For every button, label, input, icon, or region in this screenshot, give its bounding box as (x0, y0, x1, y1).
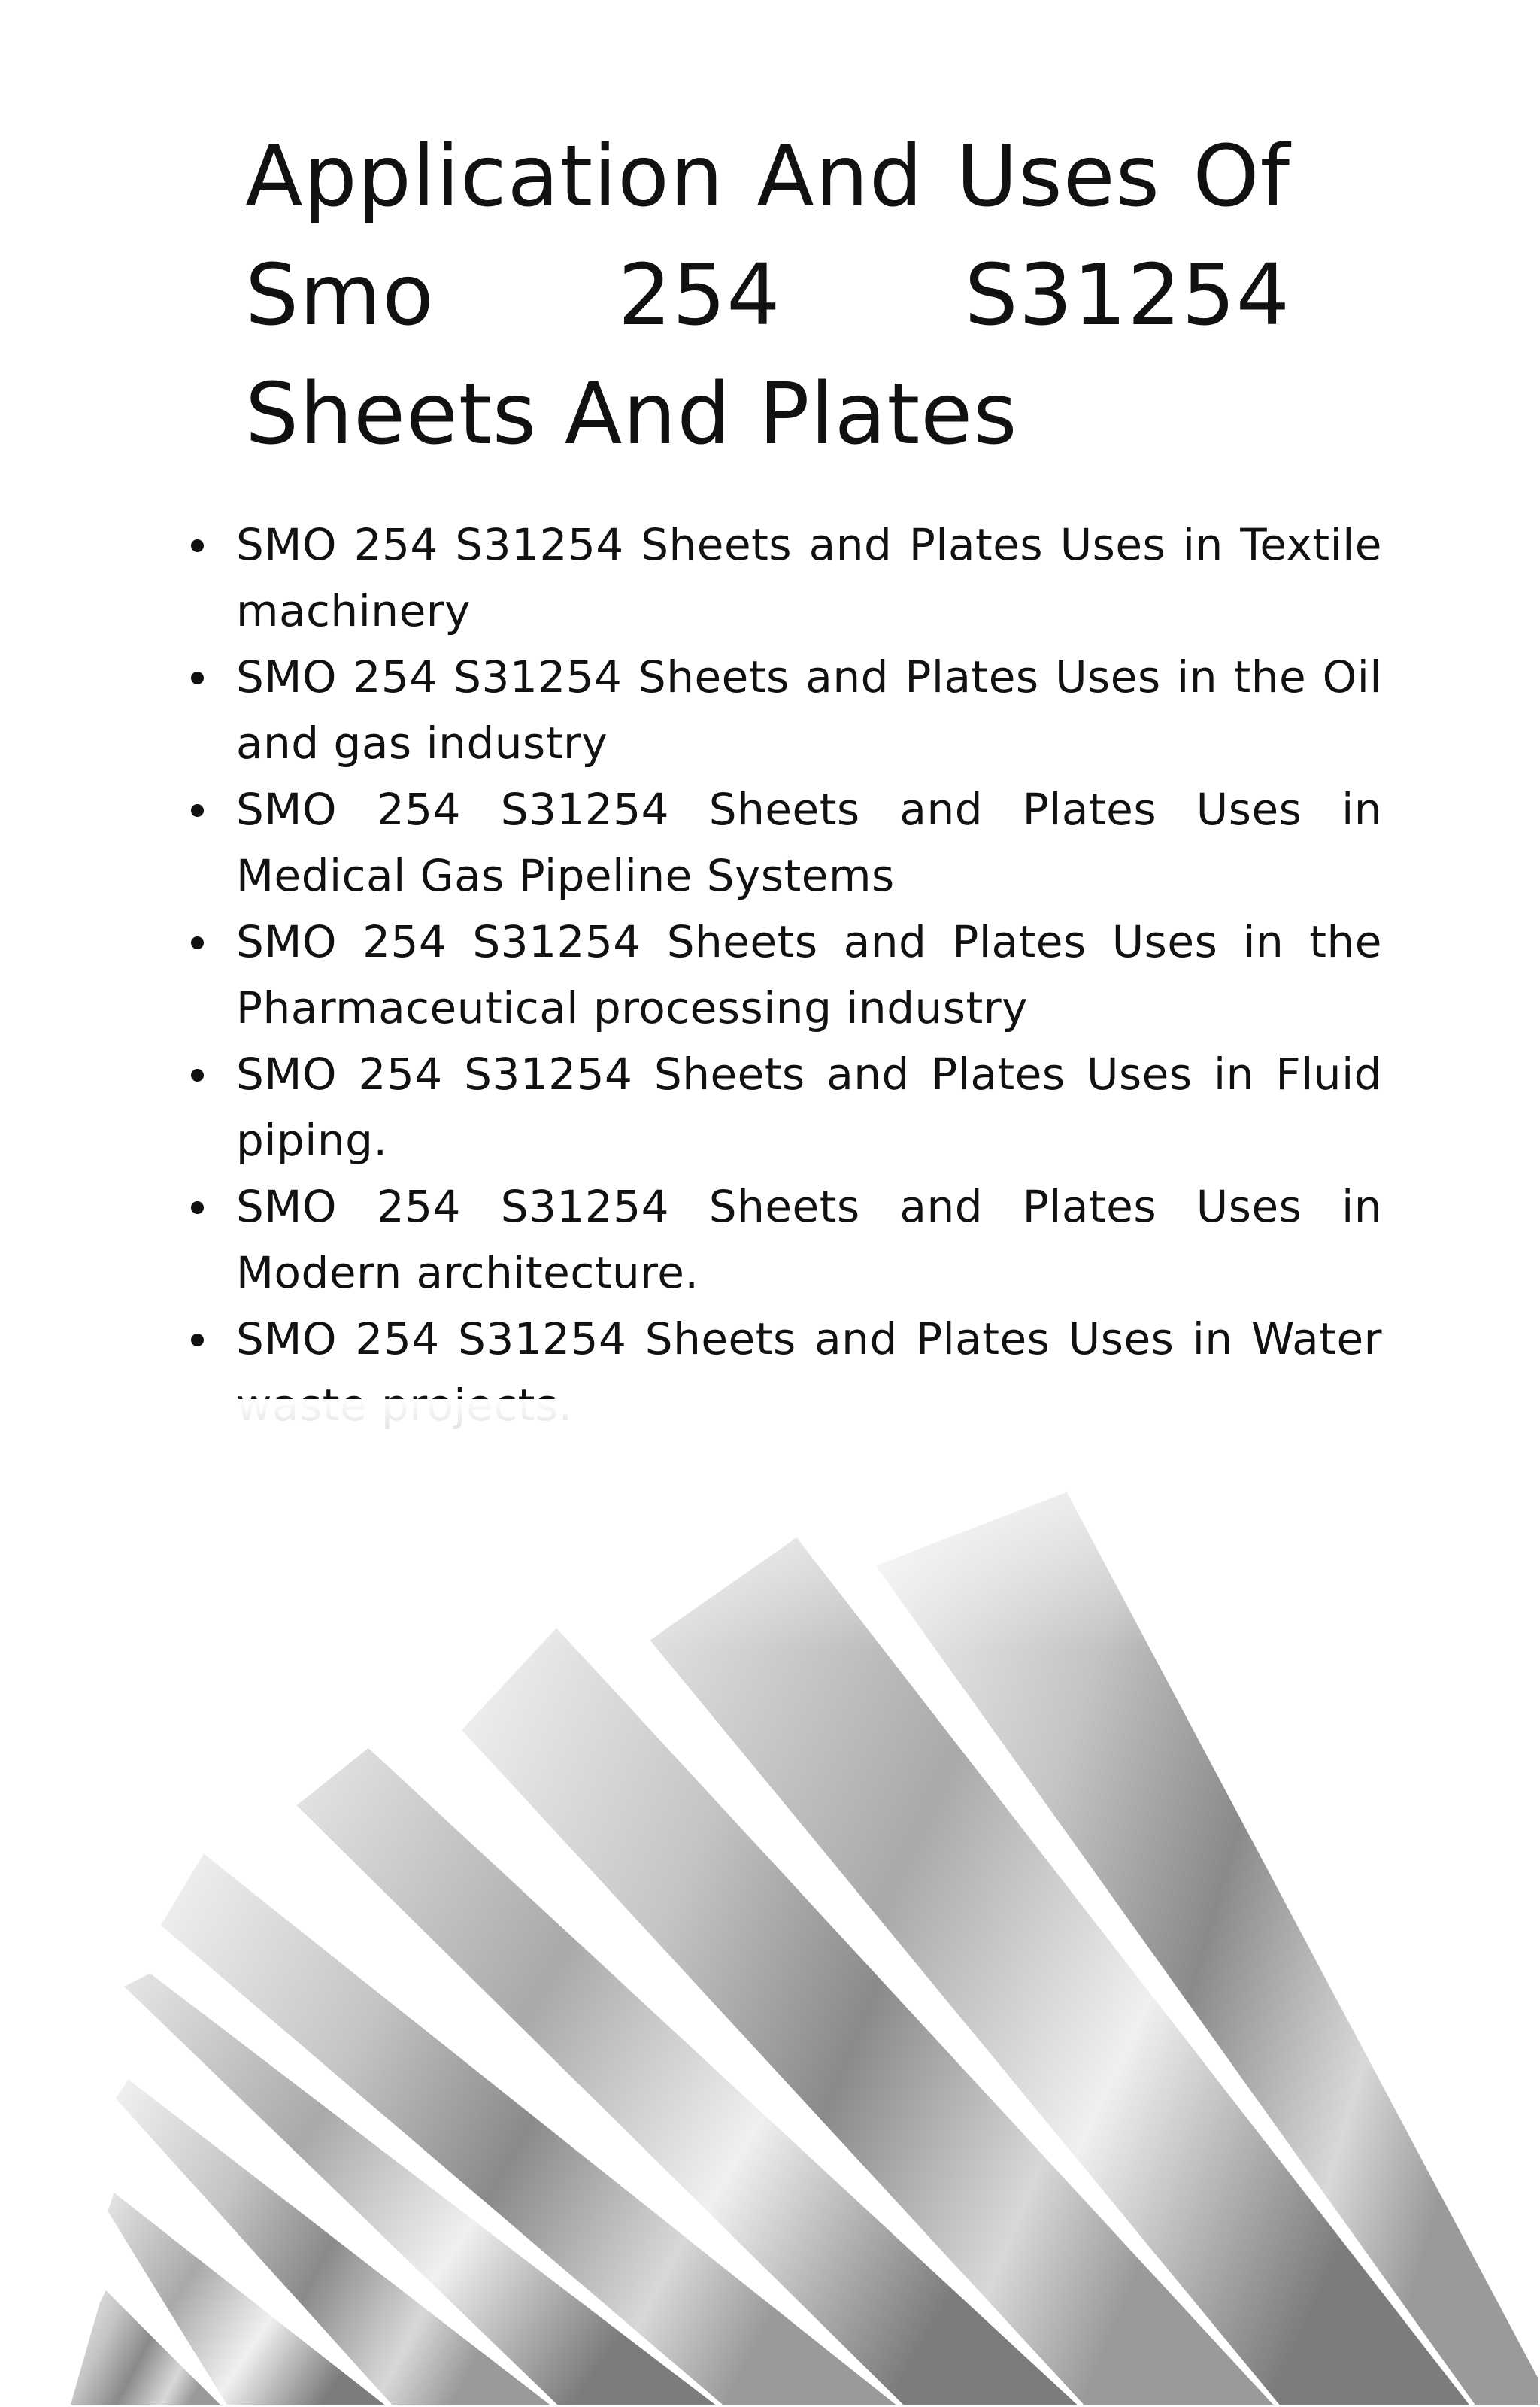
list-item: SMO 254 S31254 Sheets and Plates Uses in Textile machinery (236, 511, 1382, 644)
list-item: SMO 254 S31254 Sheets and Plates Uses in Water (236, 1306, 1382, 1438)
list-item: SMO 254 S31254 Sheets and Plates Uses in Medical Gas Pipeline Systems (236, 776, 1382, 909)
uses-list (236, 511, 1382, 1438)
list-item: SMO 254 S31254 Sheets and Plates Uses in Modern architecture. (236, 1173, 1382, 1306)
page-title: Application And Uses Of Smo 254 S31254 Sheets And Plates (245, 128, 1290, 463)
list-item: SMO 254 S31254 Sheets and Plates Uses in Fluid piping. (236, 1041, 1382, 1173)
list-item: SMO 254 S31254 Sheets and Plates Uses in the Oil and gas industry (236, 644, 1382, 776)
steel-plates-image (0, 1399, 1540, 2407)
list-item: SMO 254 S31254 Sheets and Plates Uses in the Pharmaceutical processing industry (236, 909, 1382, 1041)
